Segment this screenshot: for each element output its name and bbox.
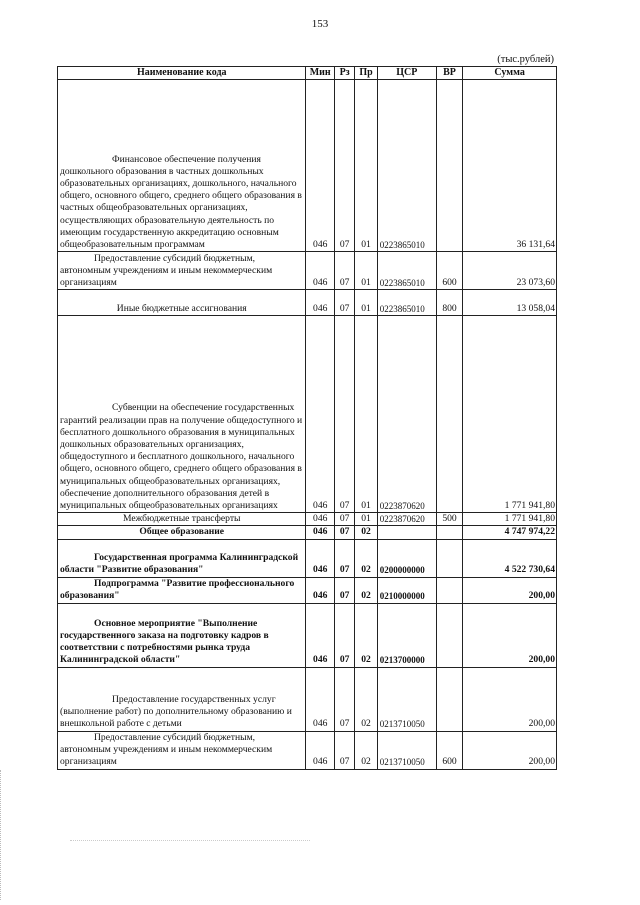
header-min: Мин [306, 67, 335, 80]
table-row [58, 290, 557, 316]
row-min: 046 [306, 80, 335, 252]
row-rz: 07 [334, 539, 354, 577]
row-csr: 0223865010 [377, 252, 436, 290]
row-vr [436, 603, 462, 667]
row-pr: 02 [355, 731, 377, 769]
row-min: 046 [306, 667, 335, 731]
row-csr [377, 526, 436, 539]
table-row [58, 731, 557, 769]
table-header-row [58, 67, 557, 80]
row-pr: 02 [355, 539, 377, 577]
header-pr: Пр [355, 67, 377, 80]
header-rz: Рз [334, 67, 354, 80]
row-csr: 0210000000 [377, 577, 436, 603]
row-csr: 0213710050 [377, 667, 436, 731]
table-row [58, 252, 557, 290]
row-sum: 1 771 941,80 [463, 316, 557, 513]
row-rz: 07 [334, 252, 354, 290]
row-rz: 07 [334, 290, 354, 316]
units-label: (тыс.рублей) [497, 54, 554, 65]
row-vr [436, 526, 462, 539]
table-row [58, 667, 557, 731]
scan-margin-mark [0, 770, 4, 900]
row-name: Основное мероприятие "Выполнение государственного заказа на подготовку кадров в соответствии с потребностями рынка труда Калининградской области" [58, 603, 306, 667]
row-vr: 600 [436, 731, 462, 769]
row-csr: 0213700000 [377, 603, 436, 667]
row-name: Предоставление субсидий бюджетным, автономным учреждениям и иным некоммерческим организациям [58, 731, 306, 769]
row-csr: 0213710050 [377, 731, 436, 769]
row-pr: 02 [355, 526, 377, 539]
row-vr [436, 539, 462, 577]
row-name: Государственная программа Калининградской области "Развитие образования" [58, 539, 306, 577]
row-sum: 36 131,64 [463, 80, 557, 252]
row-min: 046 [306, 603, 335, 667]
row-pr: 02 [355, 603, 377, 667]
row-min: 046 [306, 290, 335, 316]
row-pr: 01 [355, 316, 377, 513]
page-number: 153 [311, 18, 329, 30]
table-row [58, 539, 557, 577]
row-min: 046 [306, 577, 335, 603]
row-rz: 07 [334, 316, 354, 513]
row-vr [436, 667, 462, 731]
row-name: Общее образование [58, 526, 306, 539]
row-name: Иные бюджетные ассигнования [58, 290, 306, 316]
row-csr: 0200000000 [377, 539, 436, 577]
row-vr: 500 [436, 513, 462, 526]
table-row [58, 80, 557, 252]
row-name: Предоставление государственных услуг (выполнение работ) по дополнительному образованию и внешкольной работе с детьми [58, 667, 306, 731]
row-csr: 0223870620 [377, 513, 436, 526]
table-row [58, 526, 557, 539]
row-rz: 07 [334, 731, 354, 769]
row-csr: 0223865010 [377, 290, 436, 316]
row-name: Предоставление субсидий бюджетным, автономным учреждениям и иным некоммерческим организациям [58, 252, 306, 290]
row-min: 046 [306, 252, 335, 290]
row-vr: 800 [436, 290, 462, 316]
row-rz: 07 [334, 577, 354, 603]
budget-table [57, 66, 557, 770]
row-sum: 200,00 [463, 731, 557, 769]
row-pr: 02 [355, 577, 377, 603]
table-row [58, 603, 557, 667]
row-rz: 07 [334, 603, 354, 667]
scan-faint-line [70, 840, 310, 841]
row-pr: 01 [355, 252, 377, 290]
row-vr: 600 [436, 252, 462, 290]
row-name: Финансовое обеспечение получения дошкольного образования в частных дошкольных образовательных организациях, дошкольного, начального общего, основного общего, среднего общего образования в частных общеобразовательных организациях, осуществляющих образовательную деятельность по имеющим государственную аккредитацию основным общеобразовательным программам [58, 80, 306, 252]
row-rz: 07 [334, 667, 354, 731]
row-csr: 0223870620 [377, 316, 436, 513]
row-sum: 200,00 [463, 603, 557, 667]
row-sum: 4 522 730,64 [463, 539, 557, 577]
table-row [58, 577, 557, 603]
row-pr: 01 [355, 513, 377, 526]
row-min: 046 [306, 731, 335, 769]
row-min: 046 [306, 513, 335, 526]
row-sum: 200,00 [463, 577, 557, 603]
row-min: 046 [306, 316, 335, 513]
row-sum: 23 073,60 [463, 252, 557, 290]
row-sum: 200,00 [463, 667, 557, 731]
row-sum: 4 747 974,22 [463, 526, 557, 539]
row-rz: 07 [334, 513, 354, 526]
row-pr: 01 [355, 80, 377, 252]
table-row [58, 316, 557, 513]
row-name: Подпрограмма "Развитие профессионального образования" [58, 577, 306, 603]
row-vr [436, 577, 462, 603]
row-csr: 0223865010 [377, 80, 436, 252]
row-pr: 02 [355, 667, 377, 731]
row-rz: 07 [334, 80, 354, 252]
row-pr: 01 [355, 290, 377, 316]
row-vr [436, 80, 462, 252]
row-rz: 07 [334, 526, 354, 539]
row-sum: 13 058,04 [463, 290, 557, 316]
header-vr: ВР [436, 67, 462, 80]
row-name: Субвенции на обеспечение государственных гарантий реализации прав на получение общедоступного и бесплатного дошкольного образования в муниципальных дошкольных образовательных организациях, общедоступного и бесплатного дошкольного, начального общего, основного общего, среднего общего образования в муниципальных общеобразовательных организациях, обеспечение дополнительного образования детей в муниципальных общеобразовательных организациях [58, 316, 306, 513]
row-min: 046 [306, 539, 335, 577]
row-vr [436, 316, 462, 513]
header-name: Наименование кода [58, 67, 306, 80]
row-sum: 1 771 941,80 [463, 513, 557, 526]
table-row [58, 513, 557, 526]
header-sum: Сумма [463, 67, 557, 80]
row-name: Межбюджетные трансферты [58, 513, 306, 526]
header-csr: ЦСР [377, 67, 436, 80]
row-min: 046 [306, 526, 335, 539]
